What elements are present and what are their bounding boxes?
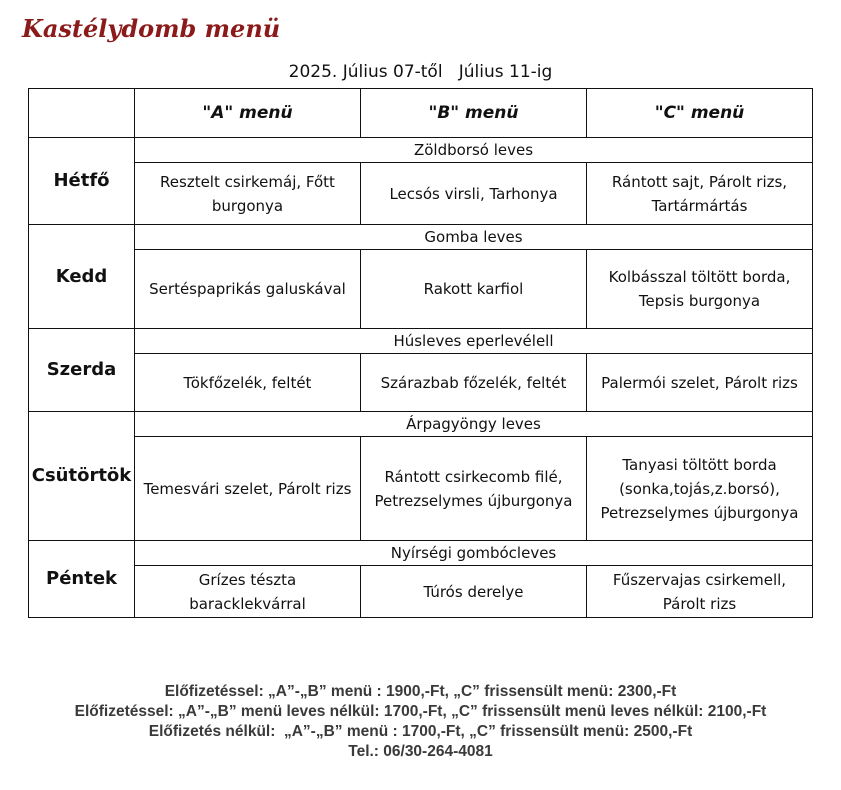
day-soup-row [29,138,813,163]
header-row [29,89,813,138]
dish-b: Rántott csirkecomb filé, Petrezselymes újburgonya [361,437,587,541]
soup-cell: Árpagyöngy leves [135,412,813,437]
dish-b: Lecsós virsli, Tarhonya [361,163,587,225]
price-line-no-subscription: Előfizetés nélkül: „A”-„B” menü : 1700,-Ft, „C” frissensült menü: 2500,-Ft [148,723,693,740]
dish-a: Tökfőzelék, feltét [135,354,361,412]
day-name: Szerda [29,329,135,412]
price-footer [0,682,841,762]
corner-cell [29,89,135,138]
price-line-subscription: Előfizetéssel: „A”-„B” menü : 1900,-Ft, „C” frissensült menü: 2300,-Ft [164,683,677,700]
dish-c: Tanyasi töltött borda (sonka,tojás,z.borsó), Petrezselymes újburgonya [587,437,813,541]
date-range: 2025. Július 07-től Július 11-ig [288,62,553,82]
day-soup-row [29,541,813,566]
phone-number: Tel.: 06/30-264-4081 [348,743,493,760]
day-dish-row [29,354,813,412]
column-header-c: "C" menü [587,89,813,138]
day-name: Csütörtök [29,412,135,541]
day-dish-row [29,250,813,329]
dish-b: Szárazbab főzelék, feltét [361,354,587,412]
dish-a: Sertéspaprikás galuskával [135,250,361,329]
price-line-subscription-no-soup: Előfizetéssel: „A”-„B” menü leves nélkül: 1700,-Ft, „C” frissensült menü leves nélkül: 2100,-Ft [74,703,767,720]
day-soup-row [29,412,813,437]
dish-a: Grízes tészta baracklekvárral [135,566,361,618]
dish-c: Palermói szelet, Párolt rizs [587,354,813,412]
day-soup-row [29,225,813,250]
dish-b: Túrós derelye [361,566,587,618]
menu-title: Kastélydomb menü [22,14,281,43]
day-name: Kedd [29,225,135,329]
day-dish-row [29,437,813,541]
dish-c: Kolbásszal töltött borda, Tepsis burgonya [587,250,813,329]
soup-cell: Gomba leves [135,225,813,250]
column-header-a: "A" menü [135,89,361,138]
soup-cell: Zöldborsó leves [135,138,813,163]
day-dish-row [29,163,813,225]
day-dish-row [29,566,813,618]
dish-c: Fűszervajas csirkemell, Párolt rizs [587,566,813,618]
dish-a: Resztelt csirkemáj, Főtt burgonya [135,163,361,225]
menu-table [28,88,813,618]
soup-cell: Húsleves eperlevélell [135,329,813,354]
dish-b: Rakott karfiol [361,250,587,329]
day-name: Péntek [29,541,135,618]
dish-a: Temesvári szelet, Párolt rizs [135,437,361,541]
soup-cell: Nyírségi gombócleves [135,541,813,566]
column-header-b: "B" menü [361,89,587,138]
day-name: Hétfő [29,138,135,225]
day-soup-row [29,329,813,354]
dish-c: Rántott sajt, Párolt rizs, Tartármártás [587,163,813,225]
